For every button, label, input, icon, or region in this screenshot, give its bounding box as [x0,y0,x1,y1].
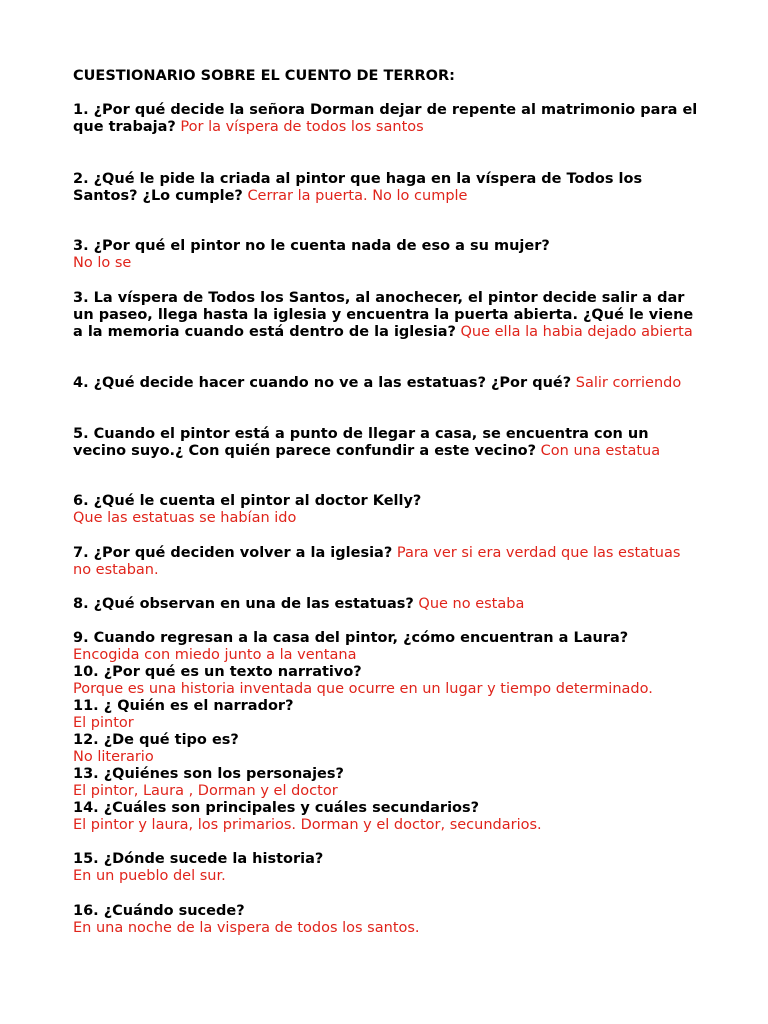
question-block-3 [73,238,703,272]
answer-text: Salir corriendo [575,375,682,391]
question-text: 4. ¿Qué decide hacer cuando no ve a las estatuas? ¿Por qué? [73,375,572,391]
question-text: 6. ¿Qué le cuenta el pintor al doctor Kelly? [73,493,422,509]
question-block-9-to-14 [73,630,703,834]
question-text: 7. ¿Por qué deciden volver a la iglesia? [73,545,393,561]
question-text: 11. ¿ Quién es el narrador? [73,698,294,714]
question-text: 3. ¿Por qué el pintor no le cuenta nada de eso a su mujer? [73,238,550,254]
question-block-8 [73,596,703,613]
question-block-3b [73,290,703,341]
question-block-7 [73,545,703,579]
question-text: 12. ¿De qué tipo es? [73,732,239,748]
answer-text: En una noche de la vispera de todos los santos. [73,920,420,936]
question-block-16 [73,903,703,937]
answer-text: El pintor [73,715,134,731]
answer-text: Con una estatua [540,443,661,459]
question-block-1 [73,102,703,136]
question-text: 5. Cuando el pintor está a punto de llegar a casa, se encuentra con un vecino suyo.¿ Con quién parece confundir a este vecino? [73,426,649,459]
question-text: 3. La víspera de Todos los Santos, al anochecer, el pintor decide salir a dar un paseo, llega hasta la iglesia y encuentra la puerta abierta. ¿Qué le viene a la memoria cuando está dentro de la iglesia? [73,290,694,340]
answer-text: Encogida con miedo junto a la ventana [73,647,357,663]
question-text: 8. ¿Qué observan en una de las estatuas? [73,596,414,612]
question-block-4 [73,375,703,392]
question-block-5 [73,426,703,460]
answer-text: Para ver si era verdad que las estatuas no estaban. [73,545,681,578]
question-text: 2. ¿Qué le pide la criada al pintor que haga en la víspera de Todos los Santos? ¿Lo cumple? [73,171,643,204]
question-text: 9. Cuando regresan a la casa del pintor, ¿cómo encuentran a Laura? [73,630,629,646]
answer-text: Que no estaba [418,596,525,612]
document-title: CUESTIONARIO SOBRE EL CUENTO DE TERROR: [73,68,455,84]
question-text: 16. ¿Cuándo sucede? [73,903,245,919]
question-text: 10. ¿Por qué es un texto narrativo? [73,664,362,680]
answer-text: El pintor y laura, los primarios. Dorman y el doctor, secundarios. [73,817,542,833]
answer-text: Porque es una historia inventada que ocurre en un lugar y tiempo determinado. [73,681,653,697]
question-block-15 [73,851,703,885]
answer-text: En un pueblo del sur. [73,868,226,884]
answer-text: No literario [73,749,154,765]
question-text: 14. ¿Cuáles son principales y cuáles secundarios? [73,800,480,816]
answer-text: Que ella la habia dejado abierta [460,324,693,340]
answer-text: No lo se [73,255,132,271]
question-text: 13. ¿Quiénes son los personajes? [73,766,344,782]
answer-text: Por la víspera de todos los santos [180,119,424,135]
answer-text: El pintor, Laura , Dorman y el doctor [73,783,338,799]
question-text: 1. ¿Por qué decide la señora Dorman dejar de repente al matrimonio para el que trabaja? [73,102,698,135]
answer-text: Cerrar la puerta. No lo cumple [247,188,468,204]
question-block-6 [73,493,703,527]
question-block-2 [73,171,703,205]
question-text: 15. ¿Dónde sucede la historia? [73,851,324,867]
answer-text: Que las estatuas se habían ido [73,510,297,526]
